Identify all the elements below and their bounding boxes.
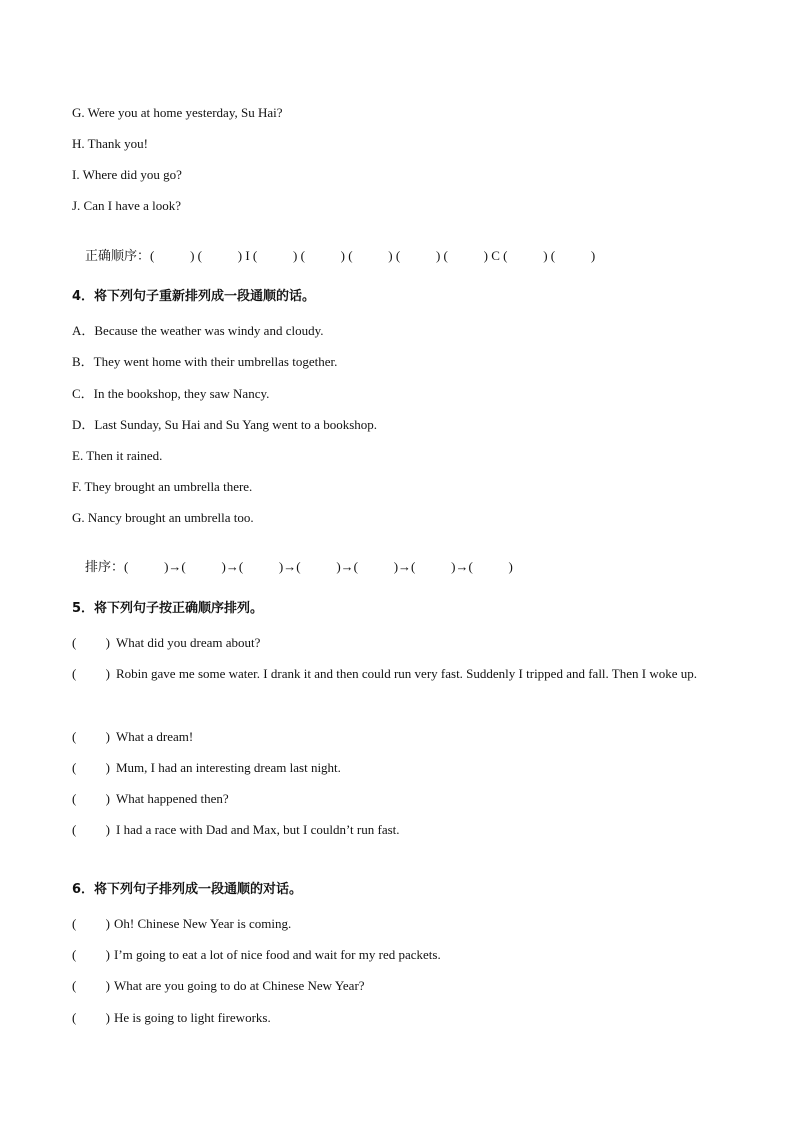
section-4-sentence-g: G. Nancy brought an umbrella too. [72, 510, 254, 525]
section-4-sentence-e: E. Then it rained. [72, 448, 163, 463]
section-6-heading: 6．将下列句子排列成一段通顺的对话。 [72, 882, 303, 897]
answer-order-row [72, 229, 596, 264]
answer-bracket[interactable]: ( ) [72, 978, 110, 993]
answer-bracket[interactable]: ( ) [72, 947, 110, 962]
section-5-heading: 5．将下列句子按正确顺序排列。 [72, 601, 264, 616]
sentence-j: J. Can I have a look? [72, 198, 182, 213]
answer-bracket[interactable]: ( ) [72, 635, 110, 650]
section-4-heading: 4．将下列句子重新排列成一段通顺的话。 [72, 289, 316, 304]
answer-bracket[interactable]: ( ) [72, 666, 110, 681]
section-5-item: What happened then? [116, 791, 229, 806]
sentence-i: I. Where did you go? [72, 167, 182, 182]
section-4-sentence-c: C．In the bookshop, they saw Nancy. [72, 386, 270, 401]
section-5-item: Robin gave me some water. I drank it and then could run very fast. Suddenly I tripped and fall. Then I woke up. [116, 666, 698, 681]
section-4-answer-row [72, 540, 513, 575]
section-6-item: He is going to light fireworks. [114, 1010, 271, 1025]
section-4-sentence-a: A．Because the weather was windy and cloudy. [72, 323, 324, 338]
sentence-g: G. Were you at home yesterday, Su Hai? [72, 105, 283, 120]
section-5-item: Mum, I had an interesting dream last night. [116, 760, 341, 775]
section-4-answer-label: 排序： [85, 560, 125, 575]
answer-bracket[interactable]: ( ) [72, 791, 110, 806]
section-4-sentence-b: B．They went home with their umbrellas together. [72, 354, 338, 369]
section-6-item: What are you going to do at Chinese New Year? [114, 978, 365, 993]
section-5-item: I had a race with Dad and Max, but I couldn’t run fast. [116, 822, 400, 837]
section-5-item: What a dream! [116, 729, 194, 744]
section-4-sentence-f: F. They brought an umbrella there. [72, 479, 253, 494]
answer-bracket[interactable]: ( ) [72, 822, 110, 837]
answer-bracket[interactable]: ( ) [72, 916, 110, 931]
answer-order-label: 正确顺序： [85, 249, 151, 264]
section-5-item: What did you dream about? [116, 635, 261, 650]
sentence-h: H. Thank you! [72, 136, 148, 151]
answer-bracket[interactable]: ( ) [72, 1010, 110, 1025]
answer-bracket[interactable]: ( ) [72, 760, 110, 775]
section-6-item: Oh! Chinese New Year is coming. [114, 916, 292, 931]
section-4-sentence-d: D．Last Sunday, Su Hai and Su Yang went to a bookshop. [72, 417, 378, 432]
section-4-answer-blanks[interactable]: ( )→( )→( )→( )→( )→( )→( ) [124, 559, 513, 574]
answer-bracket[interactable]: ( ) [72, 729, 110, 744]
answer-order-blanks[interactable]: ( ) ( ) I ( ) ( ) ( ) ( ) ( ) C ( ) ( ) [150, 248, 596, 263]
section-6-item: I’m going to eat a lot of nice food and wait for my red packets. [114, 947, 441, 962]
